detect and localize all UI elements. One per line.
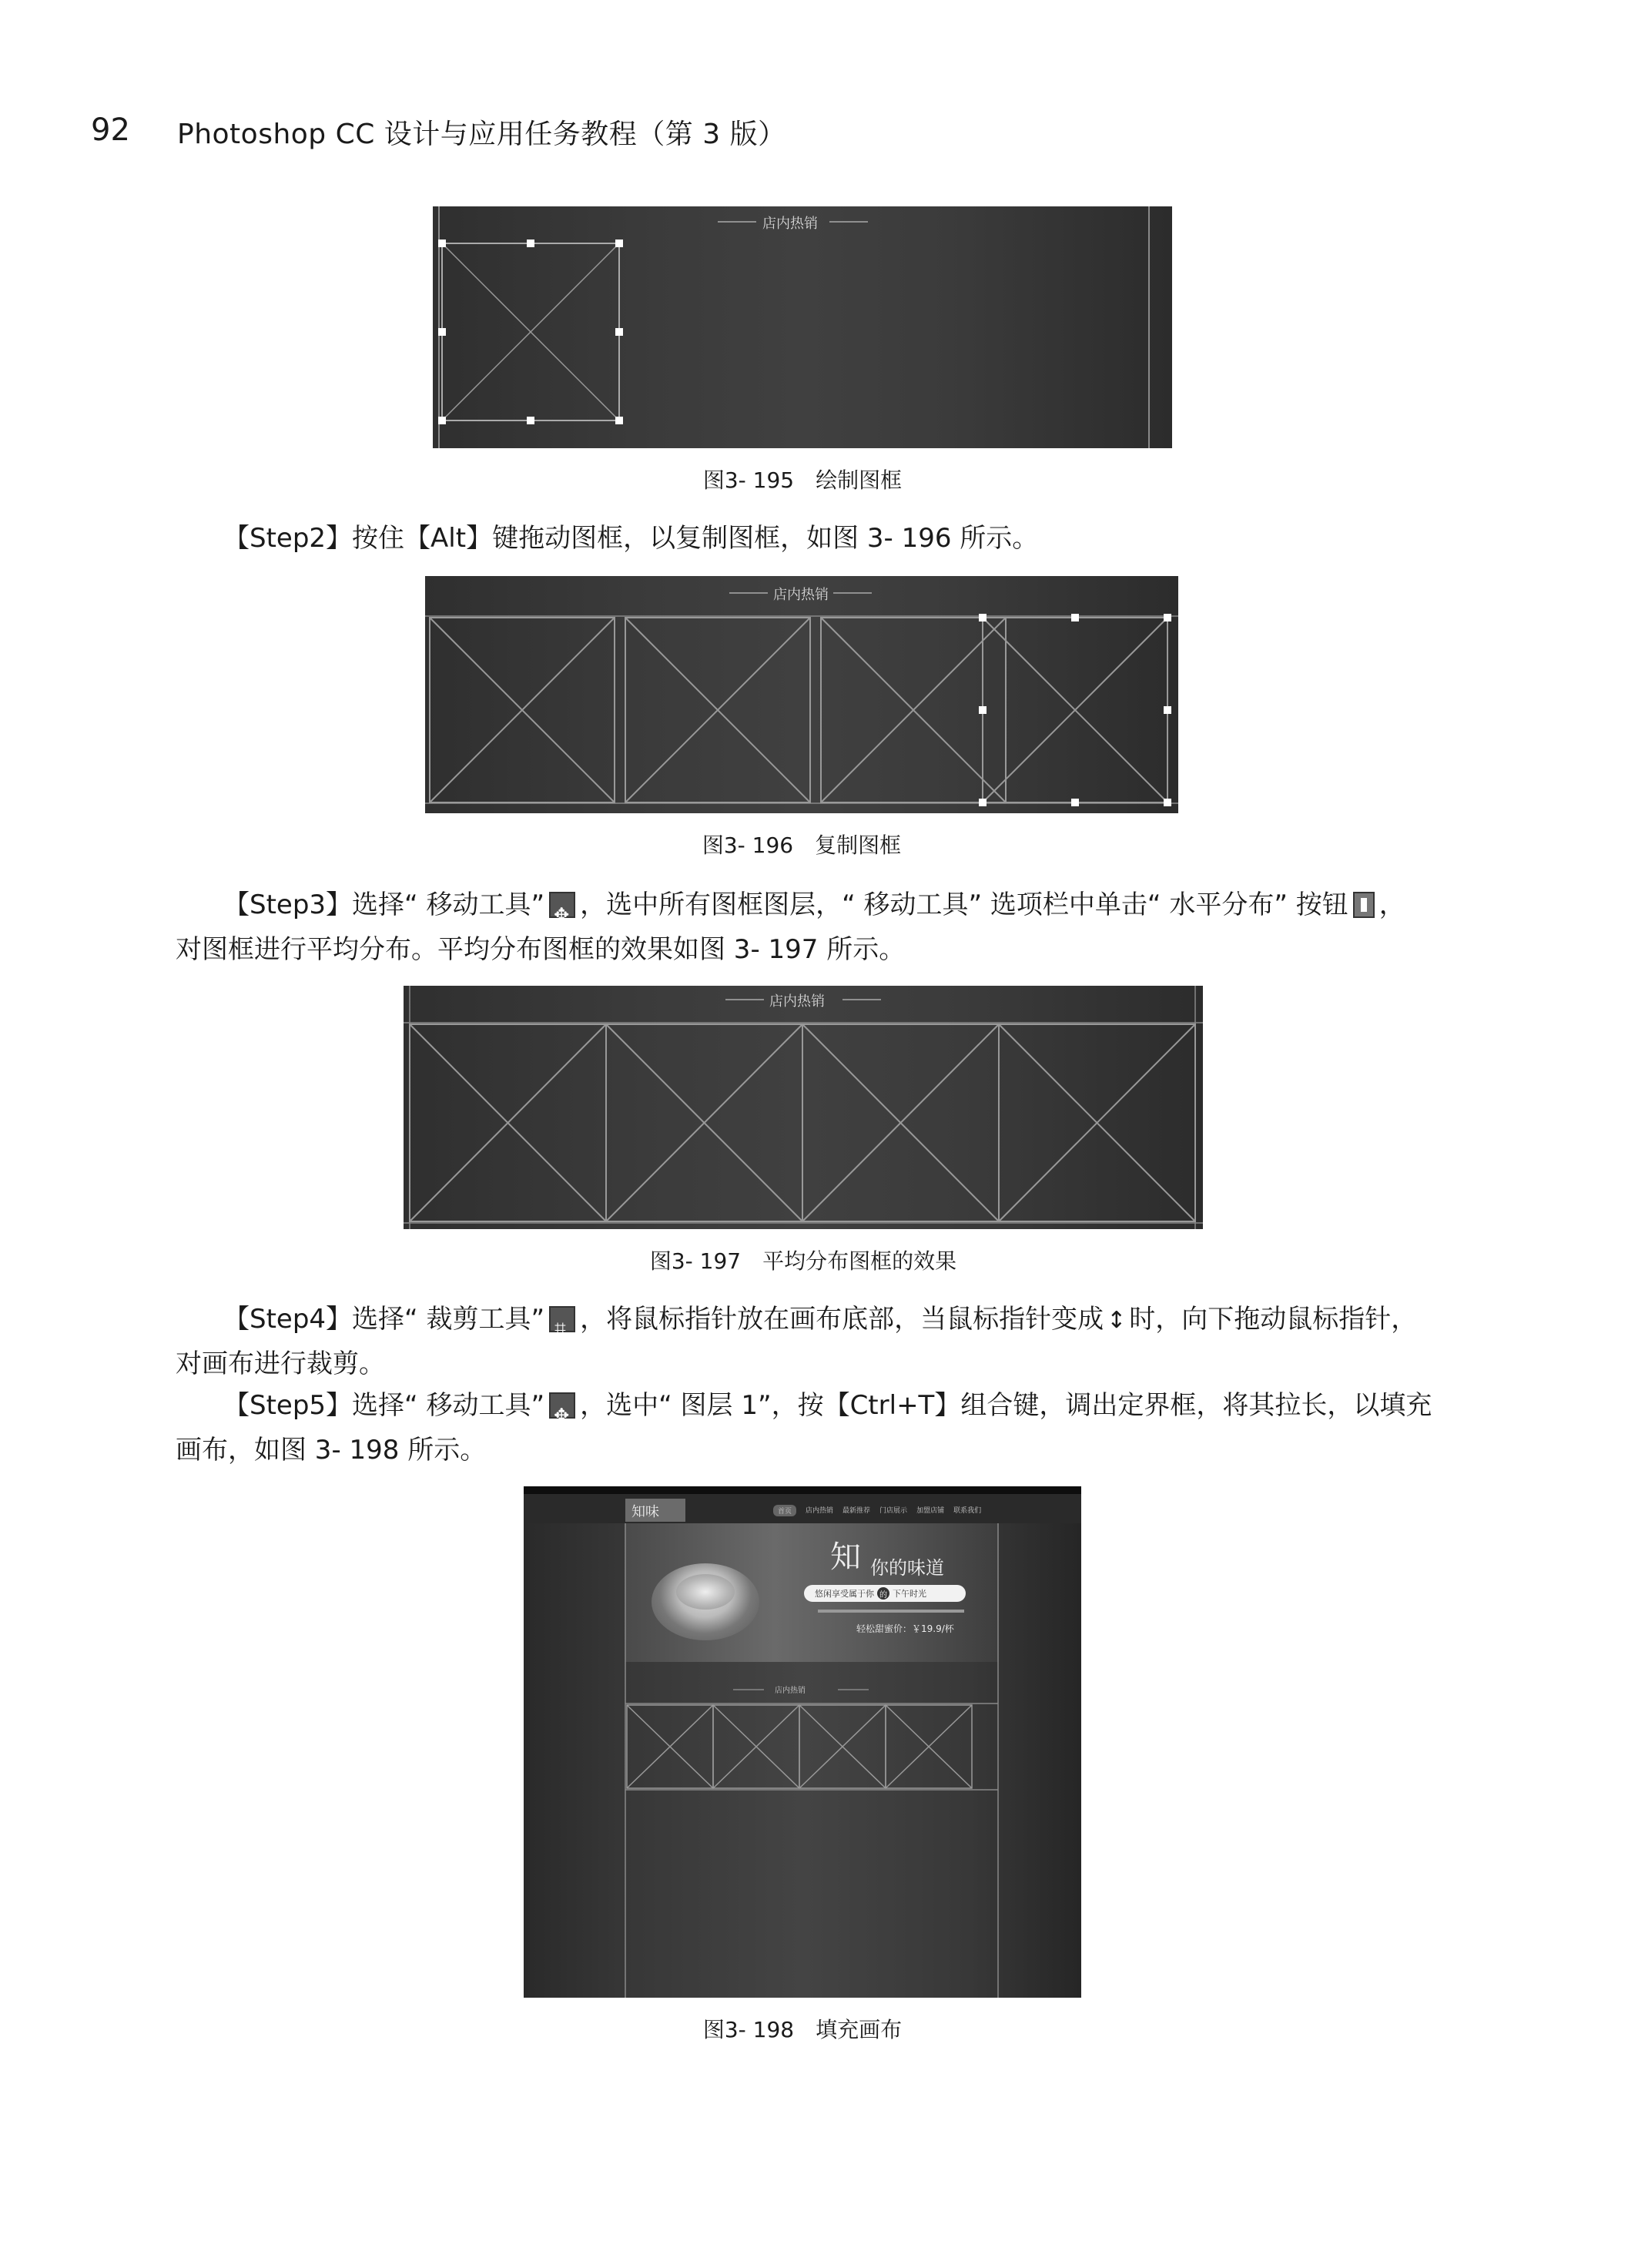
horizontal-distribute-icon: [1353, 892, 1375, 918]
hero-price: 轻松甜蜜价：￥19.9/杯: [856, 1623, 954, 1634]
nav-item-store[interactable]: 门店展示: [879, 1507, 908, 1515]
nav-item-contact[interactable]: 联系我们: [953, 1507, 982, 1515]
nav-item-home[interactable]: 首页: [773, 1505, 796, 1516]
step5-part-a: 【Step5】选择“ 移动工具”: [223, 1390, 545, 1421]
step4-part-a: 【Step4】选择“ 裁剪工具”: [223, 1304, 545, 1335]
figure-195: [433, 206, 1172, 448]
hero-title: 你的味道: [870, 1557, 944, 1579]
hero-tagline: 悠闲享受属于你: [815, 1589, 874, 1599]
step3-part-a: 【Step3】选择“ 移动工具”: [223, 889, 545, 920]
banner-label: 店内热销: [769, 993, 825, 1010]
page-number: 92: [91, 112, 130, 148]
logo-text: 知味: [631, 1504, 659, 1520]
caption-198: 图3- 198 填充画布: [702, 2017, 903, 2042]
move-tool-icon: [549, 1392, 575, 1419]
step5-text-line2: 画布，如图 3- 198 所示。: [176, 1435, 487, 1466]
step4-part-b: ，将鼠标指针放在画布底部，当鼠标指针变成: [580, 1304, 1104, 1335]
section-label: 店内热销: [775, 1687, 806, 1695]
banner-label: 店内热销: [773, 587, 829, 603]
step3-part-c: ，: [1378, 889, 1405, 920]
caption-197: 图3- 197 平均分布图框的效果: [649, 1248, 957, 1274]
hero-tag-badge: 的: [877, 1587, 889, 1600]
frame-diagram-195: [433, 206, 1172, 448]
move-tool-icon: [549, 892, 575, 918]
crop-tool-icon: [549, 1306, 575, 1332]
step3-text: [223, 883, 1405, 927]
caption-195: 图3- 195 绘制图框: [702, 467, 903, 493]
step4-text: [223, 1297, 1417, 1343]
nav-item-franchise[interactable]: 加盟店铺: [916, 1507, 945, 1515]
hero-title-char: 知: [830, 1539, 861, 1575]
frame-diagram-197: [404, 986, 1203, 1229]
layout-guides-198: [524, 1486, 1081, 1998]
nav-item-new[interactable]: 最新推荐: [842, 1507, 871, 1515]
caption-196: 图3- 196 复制图框: [702, 832, 902, 858]
step2-text: 【Step2】按住【Alt】键拖动图框，以复制图框，如图 3- 196 所示。: [223, 523, 1039, 554]
banner-label: 店内热销: [762, 216, 818, 232]
step5-part-b: ，选中“ 图层 1”，按【Ctrl+T】组合键，调出定界框，将其拉长，以填充: [580, 1390, 1432, 1421]
figure-196: [425, 576, 1178, 813]
frame-diagram-196: [425, 576, 1178, 813]
step4-part-c: 时，向下拖动鼠标指针，: [1129, 1304, 1418, 1335]
step3-text-line2: 对图框进行平均分布。平均分布图框的效果如图 3- 197 所示。: [176, 934, 906, 965]
book-title: Photoshop CC 设计与应用任务教程（第 3 版）: [177, 119, 786, 150]
step4-text-line2: 对画布进行裁剪。: [176, 1348, 385, 1379]
nav-item-hot[interactable]: 店内热销: [806, 1507, 834, 1515]
vertical-resize-cursor-icon: ↕: [1107, 1307, 1127, 1334]
figure-198: [524, 1486, 1081, 1998]
step5-text: [223, 1383, 1432, 1428]
hero-tag-end: 下午时光: [893, 1589, 926, 1599]
figure-197: [404, 986, 1203, 1229]
step3-part-b: ，选中所有图框图层，“ 移动工具” 选项栏中单击“ 水平分布” 按钮: [580, 889, 1348, 920]
